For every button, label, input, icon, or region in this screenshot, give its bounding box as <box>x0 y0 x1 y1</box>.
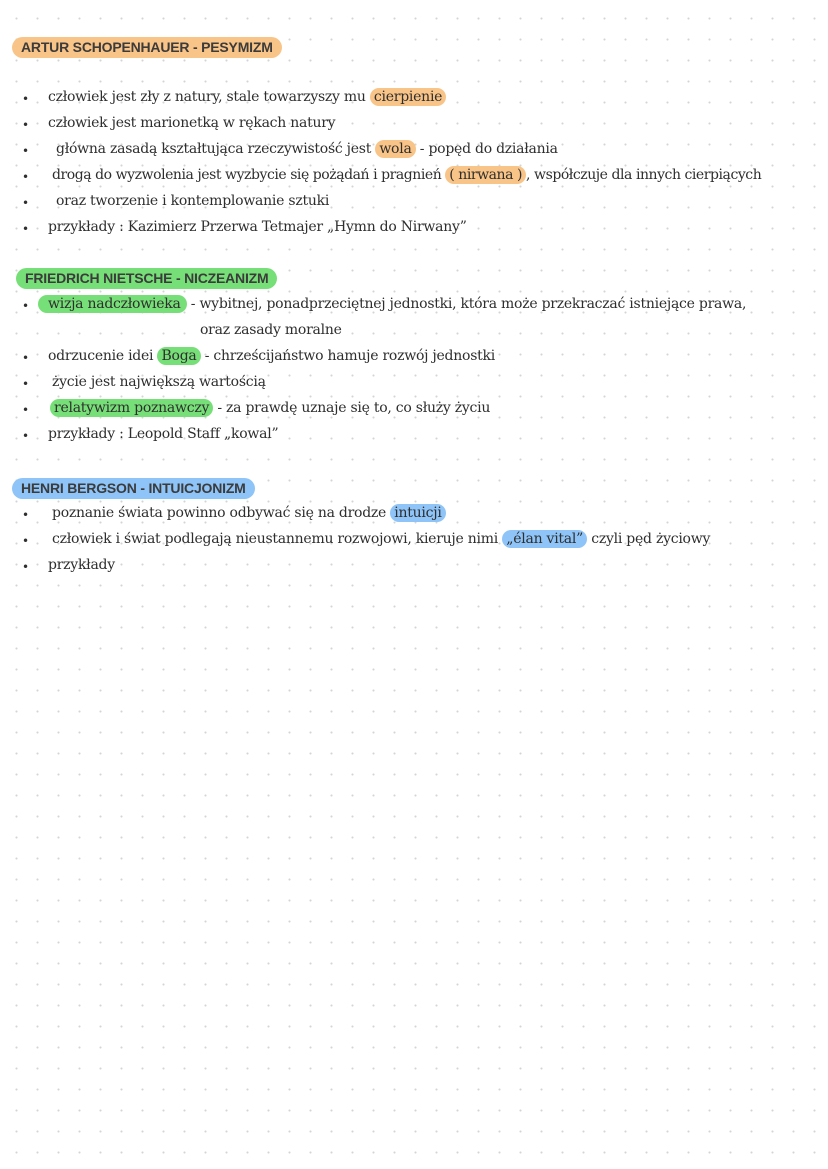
bullet: • <box>22 299 30 313</box>
list-item: oraz tworzenie i kontemplowanie sztuki <box>56 193 330 209</box>
bullet: • <box>22 351 30 365</box>
highlight: cierpienie <box>370 88 446 106</box>
list-item: relatywizm poznawczy - za prawdę uznaje się to, co służy życiu <box>50 400 490 416</box>
bullet: • <box>22 403 30 417</box>
bullet: • <box>22 170 30 184</box>
bullet: • <box>22 560 30 574</box>
list-item: poznanie świata powinno odbywać się na drodze intuicji <box>52 505 446 521</box>
list-item: odrzucenie idei Boga - chrześcijaństwo hamuje rozwój jednostki <box>48 348 495 364</box>
bullet: • <box>22 118 30 132</box>
bullet: • <box>22 508 30 522</box>
section-heading-nietsche: FRIEDRICH NIETSCHE - NICZEANIZM <box>16 268 277 289</box>
highlight: Boga <box>157 347 200 365</box>
bullet: • <box>22 196 30 210</box>
list-item: człowiek jest marionetką w rękach natury <box>48 115 336 131</box>
section-heading-schopenhauer: ARTUR SCHOPENHAUER - PESYMIZM <box>12 37 282 58</box>
list-item: przykłady : Leopold Staff „kowal” <box>48 426 279 442</box>
list-item: człowiek i świat podlegają nieustannemu rozwojowi, kieruje nimi „élan vital” czyli pęd życiowy <box>52 531 711 547</box>
list-item: wizja nadczłowieka - wybitnej, ponadprzeciętnej jednostki, która może przekraczać istniejące prawa, <box>38 296 746 312</box>
list-item-continuation: oraz zasady moralne <box>200 322 342 338</box>
list-item: główna zasadą kształtująca rzeczywistość jest wola - popęd do działania <box>56 141 558 157</box>
bullet: • <box>22 429 30 443</box>
list-item: przykłady <box>48 557 115 573</box>
list-item: człowiek jest zły z natury, stale towarzyszy mu cierpienie <box>48 89 446 105</box>
bullet: • <box>22 222 30 236</box>
list-item: drogą do wyzwolenia jest wyzbycie się pożądań i pragnień ( nirwana ) , współczuje dla innych cierpiących <box>52 167 762 183</box>
bullet: • <box>22 144 30 158</box>
highlight: relatywizm poznawczy <box>50 399 213 417</box>
highlight: intuicji <box>390 504 445 522</box>
highlight: wola <box>375 140 415 158</box>
bullet: • <box>22 377 30 391</box>
highlight: ( nirwana ) <box>445 166 526 184</box>
section-heading-bergson: HENRI BERGSON - INTUICJONIZM <box>12 478 255 499</box>
bullet: • <box>22 92 30 106</box>
bullet: • <box>22 534 30 548</box>
highlight: „élan vital” <box>502 530 587 548</box>
highlight: wizja nadczłowieka <box>38 295 187 313</box>
list-item: przykłady : Kazimierz Przerwa Tetmajer „Hymn do Nirwany” <box>48 219 467 235</box>
list-item: życie jest największą wartością <box>52 374 266 390</box>
